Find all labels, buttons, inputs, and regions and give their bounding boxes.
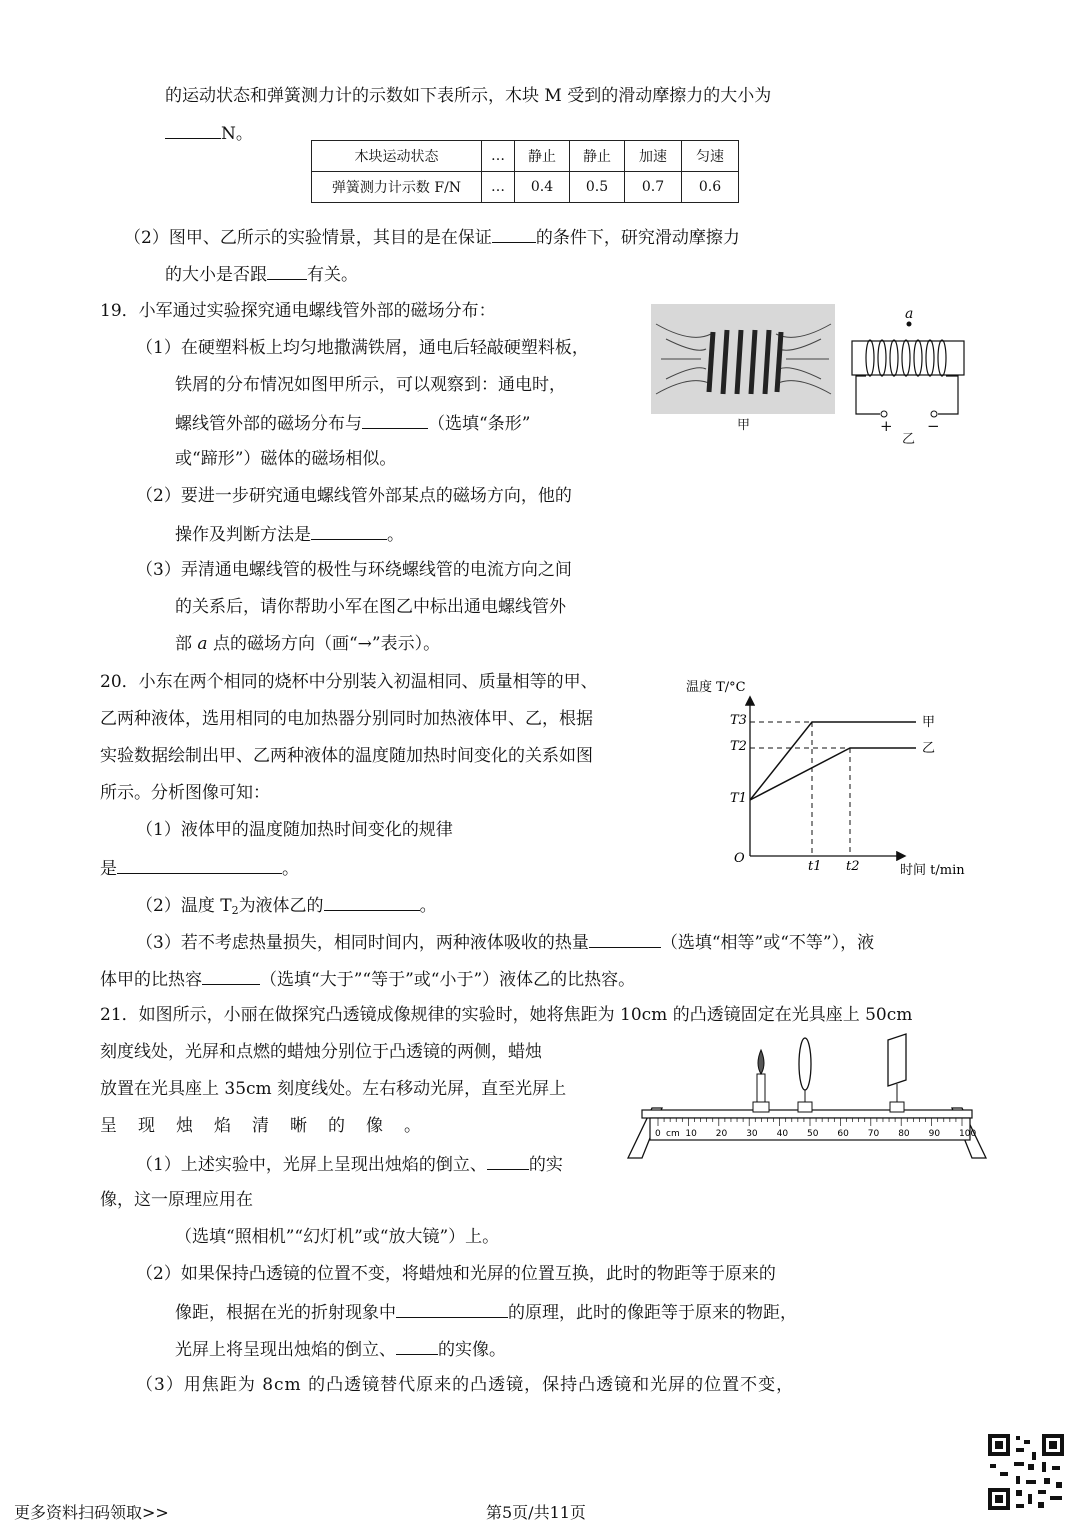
q19-p3-l2: 的关系后，请你帮助小军在图乙中标出通电螺线管外: [175, 597, 566, 617]
solenoid-circuit-figure: [846, 306, 970, 440]
text: 像距，根据在光的折射现象中: [175, 1303, 396, 1323]
text: 的实: [528, 1155, 563, 1175]
q21-p1-blank1[interactable]: [487, 1151, 529, 1170]
text: 2: [231, 904, 239, 917]
lens-holder: [798, 1102, 812, 1112]
text: 的实像。: [438, 1340, 506, 1360]
ruler-label: 80: [898, 1129, 910, 1139]
table-cell: 静止: [570, 141, 625, 172]
candle-holder: [753, 1102, 769, 1112]
table-cell: 加速: [625, 141, 682, 172]
text: 是: [100, 859, 117, 879]
ruler-label: 50: [807, 1129, 819, 1139]
q18-line1: 的运动状态和弹簧测力计的示数如下表所示，木块 M 受到的滑动摩擦力的大小为: [165, 86, 772, 106]
text: 为液体乙的: [238, 896, 324, 916]
text: （选填“大于”“等于”或“小于”）液体乙的比热容。: [260, 970, 636, 990]
text: 的条件下，研究滑动摩擦力: [535, 228, 740, 248]
origin-label: O: [734, 851, 745, 866]
screen-holder: [890, 1102, 904, 1112]
ruler-label: 70: [867, 1129, 880, 1139]
q18-p2-line2: [165, 261, 358, 287]
t2-label: T2: [730, 739, 747, 754]
text: 点的磁场方向（画“: [212, 634, 358, 654]
page-number: 第5页/共11页: [486, 1503, 586, 1522]
qr-code[interactable]: [986, 1432, 1066, 1512]
q19-p1-l3: [175, 410, 530, 436]
text: 体甲的比热容: [100, 970, 202, 990]
ruler-label: 60: [837, 1129, 849, 1139]
iron-filings-figure: [651, 304, 835, 414]
t3-label: T3: [730, 713, 747, 728]
text: 部: [175, 634, 192, 654]
time2-label: t2: [846, 859, 860, 874]
text: 螺线管外部的磁场分布与: [175, 414, 362, 434]
convex-lens: [799, 1038, 811, 1090]
ruler-label: 90: [928, 1129, 941, 1139]
q21-l4: 呈 现 烛 焰 清 晰 的 像 。: [100, 1116, 423, 1136]
q21-l1: 21．如图所示，小丽在做探究凸透镜成像规律的实验时，她将焦距为 10cm 的凸透镜固定在光具座上 50cm: [100, 1005, 913, 1025]
ruler-unit: cm: [666, 1129, 680, 1139]
footer-scan-link[interactable]: 更多资料扫码领取>>: [14, 1503, 169, 1522]
fig-minus-label: −: [927, 417, 940, 435]
table-cell: 匀速: [682, 141, 739, 172]
text: ”表示）。: [371, 634, 441, 654]
q21-p2-l3: [175, 1336, 506, 1362]
text: 。: [282, 859, 299, 879]
solenoid-coils: [866, 340, 946, 376]
light-screen: [888, 1034, 906, 1086]
q21-l3: 放置在光具座上 35cm 刻度线处。左右移动光屏，直至光屏上: [100, 1079, 567, 1099]
table-cell: …: [482, 172, 515, 203]
text: a: [197, 634, 208, 654]
text: （选填“条形”: [428, 414, 531, 434]
series-jia-label: 甲: [922, 715, 936, 730]
q19-p1-l1: （1）在硬塑料板上均匀地撒满铁屑，通电后轻敲硬塑料板，: [136, 338, 589, 358]
q20-l4: 所示。分析图像可知：: [100, 783, 270, 803]
q21-p1-l2: 像，这一原理应用在: [100, 1190, 253, 1210]
table-row: [312, 172, 739, 203]
table-header-cell: 木块运动状态: [312, 141, 482, 172]
table-row: [312, 141, 739, 172]
ruler-label: 0: [655, 1129, 661, 1139]
ruler-label: 100: [959, 1129, 977, 1139]
q20-p1-l2: [100, 855, 299, 881]
q18-p2-blank2[interactable]: [267, 261, 307, 280]
temperature-time-chart: [682, 676, 982, 880]
table-cell: 静止: [515, 141, 570, 172]
text: 。: [419, 896, 437, 916]
y-axis-label: 温度 T/°C: [686, 680, 746, 695]
table-cell: 0.7: [625, 172, 682, 203]
series-jia-line: [750, 722, 916, 800]
table-cell: …: [482, 141, 515, 172]
q21-p3-l1: （3）用焦距为 8cm 的凸透镜替代原来的凸透镜，保持凸透镜和光屏的位置不变，: [136, 1375, 795, 1395]
wire-left: [856, 376, 880, 414]
q18-answer-blank[interactable]: [165, 120, 221, 139]
fig-plus-label: +: [880, 417, 893, 435]
q18-p2-line1: [124, 224, 740, 250]
q21-p2-l1: （2）如果保持凸透镜的位置不变，将蜡烛和光屏的位置互换，此时的物距等于原来的: [136, 1264, 776, 1284]
table-cell: 0.5: [570, 172, 625, 203]
fig-a-label: a: [905, 306, 914, 322]
q19-p3-l1: （3）弄清通电螺线管的极性与环绕螺线管的电流方向之间: [136, 560, 572, 580]
q20-p3-l1: [136, 929, 874, 955]
q21-l2: 刻度线处，光屏和点燃的蜡烛分别位于凸透镜的两侧，蜡烛: [100, 1042, 542, 1062]
table-header-cell: 弹簧测力计示数 F/N: [312, 172, 482, 203]
q18-line2: [165, 120, 253, 146]
q20-l3: 实验数据绘制出甲、乙两种液体的温度随加热时间变化的关系如图: [100, 746, 593, 766]
q20-p3-l2: [100, 966, 635, 992]
table-cell: 0.6: [682, 172, 739, 203]
text: 有关。: [307, 265, 358, 285]
ruler-label: 40: [776, 1129, 789, 1139]
text: （1）上述实验中，光屏上呈现出烛焰的倒立、: [136, 1155, 487, 1175]
q18-line2-suffix: N。: [221, 124, 253, 144]
arrow-icon: →: [357, 634, 372, 654]
q20-p1-blank[interactable]: [117, 855, 282, 874]
ruler-label: 30: [746, 1129, 758, 1139]
candle: [757, 1074, 765, 1102]
candle-flame: [758, 1050, 764, 1074]
series-yi-label: 乙: [922, 741, 936, 756]
ruler-label: 10: [685, 1129, 697, 1139]
text: 操作及判断方法是: [175, 525, 311, 545]
series-yi-line: [750, 748, 916, 800]
optical-bench-figure: [622, 1030, 992, 1162]
q21-p2-blank1[interactable]: [396, 1299, 508, 1318]
t1-label: T1: [730, 791, 747, 806]
q20-p2-blank[interactable]: [324, 892, 420, 911]
time1-label: t1: [808, 859, 822, 874]
text: （3）若不考虑热量损失，相同时间内，两种液体吸收的热量: [136, 933, 589, 953]
q20-p3-blank2[interactable]: [202, 966, 260, 985]
q20-p3-blank1[interactable]: [589, 929, 661, 948]
q19-p1-l2: 铁屑的分布情况如图甲所示，可以观察到：通电时，: [175, 375, 566, 395]
q21-p2-blank2[interactable]: [396, 1336, 438, 1355]
text: 的大小是否跟: [165, 265, 267, 285]
text: （2）温度 T: [136, 896, 232, 916]
q18-table: [311, 140, 739, 203]
q20-p2: [136, 892, 437, 923]
q19-p2-blank[interactable]: [311, 521, 387, 540]
solenoid-core: [852, 341, 964, 375]
q18-p2-blank1[interactable]: [492, 224, 536, 243]
q19-p2-l1: （2）要进一步研究通电螺线管外部某点的磁场方向，他的: [136, 486, 572, 506]
ruler-label: 20: [715, 1129, 728, 1139]
table-cell: 0.4: [515, 172, 570, 203]
q20-l2: 乙两种液体，选用相同的电加热器分别同时加热液体甲、乙，根据: [100, 709, 593, 729]
q19-p1-blank[interactable]: [362, 410, 428, 429]
text: 光屏上将呈现出烛焰的倒立、: [175, 1340, 396, 1360]
x-axis-label: 时间 t/min: [900, 863, 965, 878]
q20-p1-l1: （1）液体甲的温度随加热时间变化的规律: [136, 820, 453, 840]
text: （2）图甲、乙所示的实验情景，其目的是在保证: [124, 228, 492, 248]
fig-yi-label: 乙: [902, 432, 916, 447]
q21-p2-l2: [175, 1299, 797, 1325]
text: 的原理，此时的像距等于原来的物距，: [508, 1303, 797, 1323]
q19-p1-l4: 或“蹄形”）磁体的磁场相似。: [175, 449, 397, 469]
q21-p1-l1: [136, 1151, 563, 1177]
q21-p1-l3: （选填“照相机”“幻灯机”或“放大镜”）上。: [175, 1227, 500, 1247]
q19-p3-l3: [175, 632, 440, 656]
text: （选填“相等”或“不等”），液: [660, 933, 875, 953]
q20-l1: 20．小东在两个相同的烧杯中分别装入初温相同、质量相等的甲、: [100, 672, 598, 692]
text: 。: [387, 525, 404, 545]
q19-p2-l2: [175, 521, 404, 547]
fig-jia-label: 甲: [737, 418, 751, 433]
q19-intro: 19．小军通过实验探究通电螺线管外部的磁场分布：: [100, 301, 496, 321]
wire-right: [938, 376, 958, 414]
